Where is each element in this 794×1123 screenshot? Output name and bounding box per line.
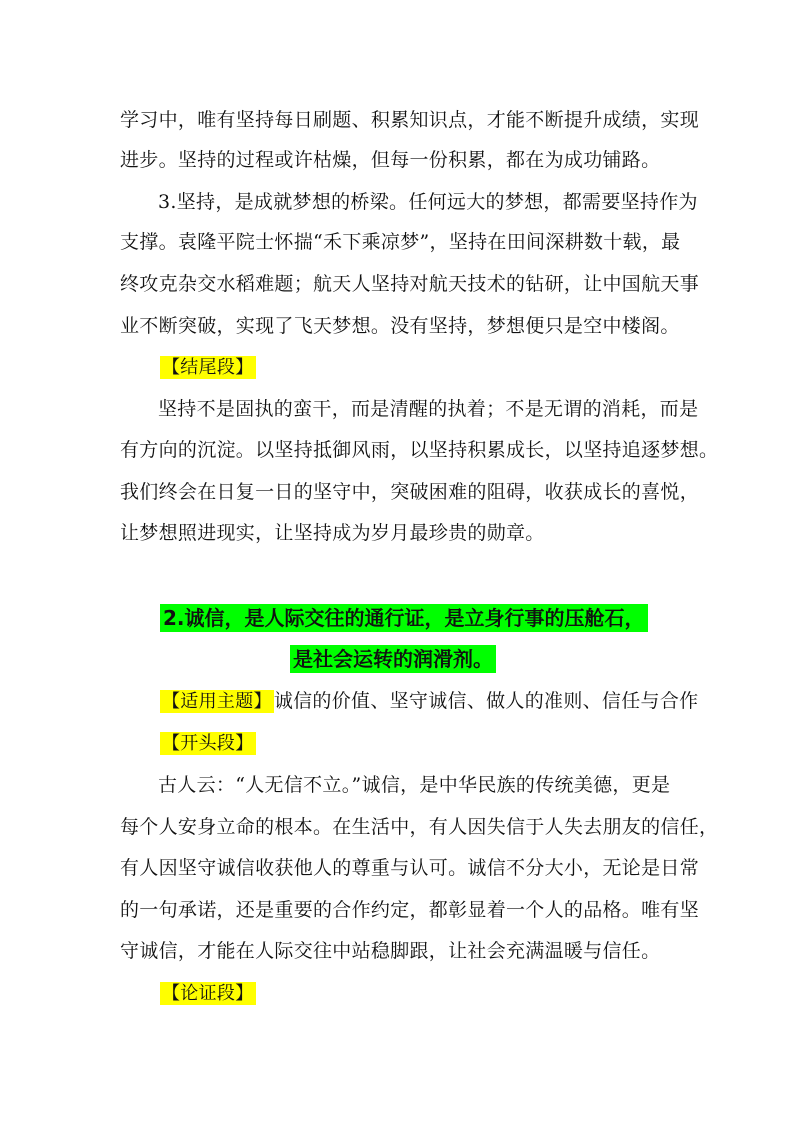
section-tag-argument	[160, 981, 720, 1006]
body-line: 的一句承诺，还是重要的合作约定，都彰显着一个人的品格。唯有坚	[120, 899, 700, 921]
body-line: 坚持不是固执的蛮干，而是清醒的执着；不是无谓的消耗，而是	[158, 398, 699, 420]
body-line: 古人云：“人无信不立。”诚信，是中华民族的传统美德，更是	[158, 774, 671, 796]
body-line: 让梦想照进现实，让坚持成为岁月最珍贵的勋章。	[120, 522, 545, 544]
highlight-tag: 【开头段】	[162, 733, 254, 754]
section-heading-line1: 2.诚信，是人际交往的通行证，是立身行事的压舱石，	[160, 604, 648, 632]
body-line: 我们终会在日复一日的坚守中，突破困难的阻碍，收获成长的喜悦，	[120, 481, 700, 503]
body-line: 进步。坚持的过程或许枯燥，但每一份积累，都在为成功铺路。	[120, 149, 661, 171]
section-heading-line2: 是社会运转的润滑剂。	[290, 645, 496, 673]
theme-text: 诚信的价值、坚守诚信、做人的准则、信任与合作	[273, 690, 699, 712]
body-line: 终攻克杂交水稻难题；航天人坚持对航天技术的钻研，让中国航天事	[120, 273, 700, 295]
body-line: 业不断突破，实现了飞天梦想。没有坚持，梦想便只是空中楼阁。	[120, 315, 680, 337]
theme-line	[160, 689, 699, 714]
body-line: 守诚信，才能在人际交往中站稳脚跟，让社会充满温暖与信任。	[120, 940, 661, 962]
highlight-tag: 【结尾段】	[162, 357, 254, 378]
body-line: 有方向的沉淀。以坚持抵御风雨，以坚持积累成长，以坚持追逐梦想。	[120, 439, 719, 461]
highlight-tag: 【论证段】	[162, 983, 254, 1004]
body-line: 支撑。袁隆平院士怀揣“禾下乘凉梦”，坚持在田间深耕数十载，最	[120, 231, 681, 253]
section-tag-opening	[160, 731, 720, 756]
highlight-tag: 【适用主题】	[162, 691, 272, 712]
body-line: 学习中，唯有坚持每日刷题、积累知识点，才能不断提升成绩，实现	[120, 109, 700, 131]
section-tag-ending	[160, 355, 720, 380]
body-line: 3.坚持，是成就梦想的桥梁。任何远大的梦想，都需要坚持作为	[158, 191, 698, 213]
body-line: 有人因坚守诚信收获他人的尊重与认可。诚信不分大小，无论是日常	[120, 857, 700, 879]
body-line: 每个人安身立命的根本。在生活中，有人因失信于人失去朋友的信任，	[120, 816, 719, 838]
